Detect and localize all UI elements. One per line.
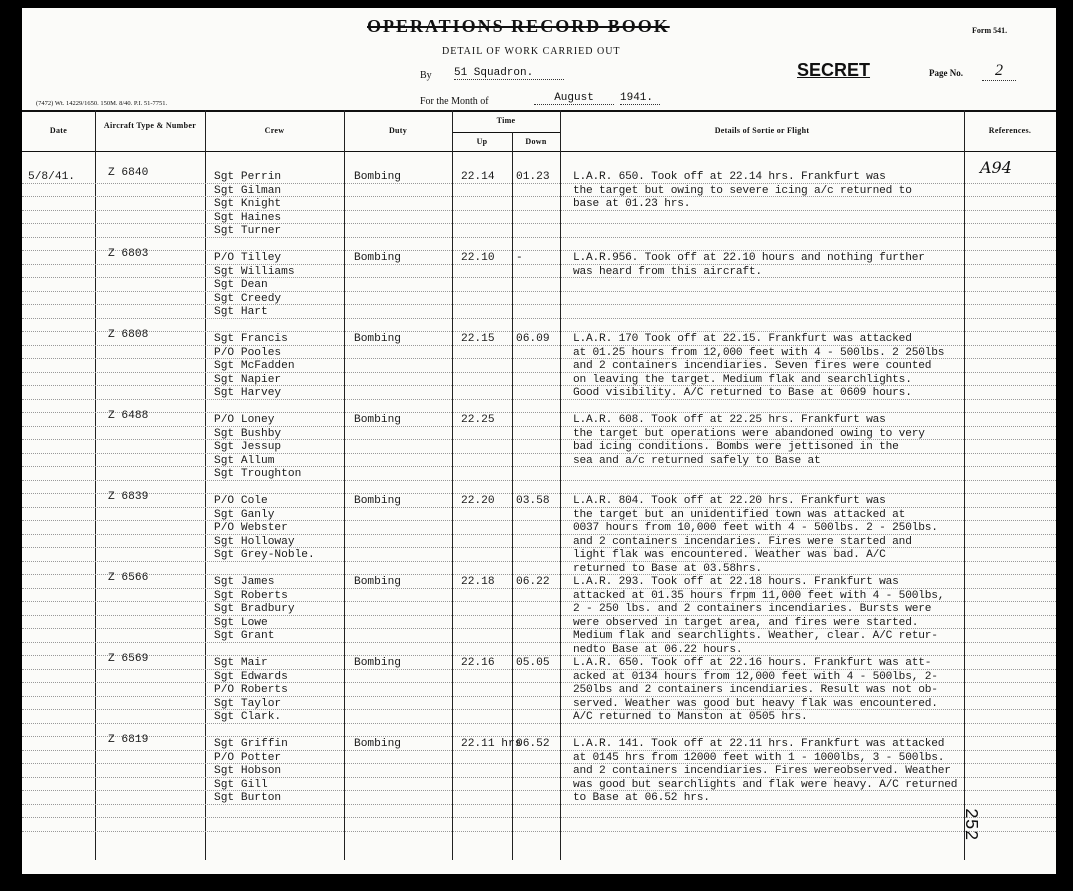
table-header-rule: [22, 151, 1056, 152]
ruling-line: [22, 291, 1056, 292]
crew-member: Sgt Jessup: [214, 441, 282, 453]
ruling-line: [22, 318, 1056, 319]
time-up: 22.14: [461, 171, 495, 183]
detail-line: base at 01.23 hrs.: [573, 198, 691, 210]
detail-line: L.A.R. 170 Took off at 22.15. Frankfurt was attacked: [573, 333, 912, 345]
document-subtitle: DETAIL OF WORK CARRIED OUT: [442, 46, 621, 57]
detail-line: L.A.R. 804. Took off at 22.20 hrs. Frankfurt was: [573, 495, 886, 507]
time-up: 22.10: [461, 252, 495, 264]
crew-member: Sgt Clark.: [214, 711, 282, 723]
crew-member: Sgt Edwards: [214, 670, 288, 683]
margin-page-number: 252: [960, 808, 980, 841]
aircraft-number: Z 6840: [108, 167, 149, 179]
header-duty: Duty: [388, 126, 408, 135]
crew-member: Sgt Lowe: [214, 616, 268, 629]
time-down: 05.05: [516, 657, 550, 669]
crew-member: Sgt Napier: [214, 373, 282, 386]
form-number: Form 541.: [972, 26, 1008, 35]
ruling-line: [22, 453, 1056, 454]
crew-member: Sgt Ganly: [214, 508, 275, 521]
aircraft-number: Z 6488: [108, 410, 149, 422]
aircraft-number: Z 6803: [108, 248, 149, 260]
crew-member: Sgt Allum: [214, 454, 275, 467]
aircraft-number: Z 6566: [108, 572, 149, 584]
crew-member: Sgt Troughton: [214, 468, 302, 480]
ruling-line: [22, 736, 1056, 737]
crew-member: Sgt Burton: [214, 792, 282, 804]
sortie-duty: Bombing: [354, 738, 401, 750]
ruling-line: [22, 655, 1056, 656]
time-up: 22.20: [461, 495, 495, 507]
detail-line: L.A.R. 608. Took off at 22.25 hrs. Frankfurt was: [573, 414, 886, 426]
table-top-rule: [22, 110, 1056, 112]
detail-line: nedto Base at 06.22 hours.: [573, 643, 743, 656]
crew-member: Sgt Taylor: [214, 697, 282, 710]
detail-line: served. Weather was good but heavy flak was encountered.: [573, 697, 938, 710]
month-value: August: [534, 92, 614, 105]
header-references: References.: [988, 126, 1032, 135]
detail-line: and 2 containers incendaries. Fires were started and: [573, 535, 912, 548]
ruling-line: [22, 237, 1056, 238]
detail-line: the target but operations were abandoned owing to very: [573, 427, 925, 440]
aircraft-number: Z 6839: [108, 491, 149, 503]
ruling-line: [22, 723, 1056, 724]
ruling-line: [22, 277, 1056, 278]
crew-member: P/O Cole: [214, 495, 268, 507]
crew-member: Sgt Gilman: [214, 184, 282, 197]
time-down: -: [516, 252, 523, 264]
detail-line: were observed in target area, and fires were started.: [573, 616, 919, 629]
crew-member: Sgt Bradbury: [214, 603, 295, 615]
crew-member: Sgt Holloway: [214, 535, 295, 548]
crew-member: Sgt Creedy: [214, 292, 282, 305]
header-up: Up: [476, 137, 488, 146]
detail-line: 0037 hours from 10,000 feet with 4 - 500lbs. 2 - 250lbs.: [573, 522, 938, 534]
detail-line: L.A.R. 293. Took off at 22.18 hours. Frankfurt was: [573, 576, 899, 588]
crew-member: Sgt Haines: [214, 211, 282, 224]
crew-member: Sgt Dean: [214, 279, 268, 291]
secret-stamp: SECRET: [797, 60, 871, 80]
detail-line: to Base at 06.52 hrs.: [573, 792, 710, 804]
detail-line: on leaving the target. Medium flak and searchlights.: [573, 373, 912, 386]
sortie-duty: Bombing: [354, 171, 401, 183]
crew-member: Sgt Williams: [214, 265, 295, 278]
detail-line: A/C returned to Manston at 0505 hrs.: [573, 711, 808, 723]
header-time: Time: [496, 116, 516, 125]
detail-line: L.A.R. 141. Took off at 22.11 hrs. Frankfurt was attacked: [573, 738, 945, 750]
ruling-line: [22, 331, 1056, 332]
time-down: 01.23: [516, 171, 550, 183]
crew-member: P/O Tilley: [214, 252, 282, 264]
reference-mark: A94: [980, 158, 1012, 177]
time-up: 22.25: [461, 414, 495, 426]
ruling-line: [22, 831, 1056, 832]
squadron-value: 51 Squadron.: [454, 67, 564, 80]
crew-member: P/O Roberts: [214, 684, 288, 696]
time-down: 06.52: [516, 738, 550, 750]
sortie-date: 5/8/41.: [28, 171, 75, 183]
crew-member: Sgt Mair: [214, 657, 268, 669]
detail-line: the target but an unidentified town was attacked at: [573, 508, 906, 521]
aircraft-number: Z 6808: [108, 329, 149, 341]
detail-line: the target but owing to severe icing a/c returned to: [573, 184, 912, 197]
ruling-line: [22, 223, 1056, 224]
header-details: Details of Sortie or Flight: [714, 126, 810, 135]
time-down: 03.58: [516, 495, 550, 507]
by-label: By: [420, 70, 432, 81]
ruling-line: [22, 304, 1056, 305]
crew-member: Sgt McFadden: [214, 360, 295, 372]
ruling-line: [22, 574, 1056, 575]
crew-member: Sgt Knight: [214, 198, 282, 210]
aircraft-number: Z 6569: [108, 653, 149, 665]
ruling-line: [22, 480, 1056, 481]
header-date: Date: [49, 126, 68, 135]
detail-line: and 2 containers incendiaries. Fires wereobserved. Weather: [573, 765, 951, 777]
ruling-line: [22, 561, 1056, 562]
header-crew: Crew: [264, 126, 285, 135]
header-aircraft: Aircraft Type & Number: [103, 121, 197, 130]
crew-member: Sgt Francis: [214, 333, 288, 345]
crew-member: Sgt Hart: [214, 306, 268, 318]
sortie-duty: Bombing: [354, 576, 401, 588]
detail-line: light flak was encountered. Weather was bad. A/C: [573, 549, 886, 561]
page-number-label: Page No.: [929, 68, 963, 78]
detail-line: returned to Base at 03.58hrs.: [573, 562, 762, 575]
detail-line: L.A.R. 650. Took off at 22.16 hours. Frankfurt was att-: [573, 657, 932, 669]
ruling-line: [22, 412, 1056, 413]
header-down: Down: [525, 137, 547, 146]
time-up: 22.11 hrs: [461, 738, 522, 750]
ruling-line: [22, 466, 1056, 467]
detail-line: sea and a/c returned safely to Base at: [573, 454, 821, 467]
ruling-line: [22, 210, 1056, 211]
crew-member: P/O Pooles: [214, 346, 282, 359]
ruling-line: [22, 250, 1056, 251]
detail-line: at 0145 hrs from 12000 feet with 1 - 1000lbs, 3 - 500lbs.: [573, 751, 945, 764]
detail-line: 2 - 250 lbs. and 2 containers incendiaries. Bursts were: [573, 603, 932, 615]
sortie-duty: Bombing: [354, 495, 401, 507]
detail-line: Good visibility. A/C returned to Base at 0609 hours.: [573, 387, 912, 399]
detail-line: at 01.25 hours from 12,000 feet with 4 - 500lbs. 2 250lbs: [573, 346, 945, 359]
time-up: 22.18: [461, 576, 495, 588]
printer-line: (7472) Wt. 14229/1650. 150M. 8/40. P.I. 51-7751.: [36, 100, 168, 107]
col-rule-up: [512, 132, 513, 860]
month-label: For the Month of: [420, 96, 489, 107]
aircraft-number: Z 6819: [108, 734, 149, 746]
detail-line: was heard from this aircraft.: [573, 265, 762, 278]
detail-line: was good but searchlights and flak were heavy. A/C returned: [573, 778, 958, 791]
ruling-line: [22, 817, 1056, 818]
detail-line: L.A.R. 650. Took off at 22.14 hrs. Frankfurt was: [573, 171, 886, 183]
sortie-duty: Bombing: [354, 414, 401, 426]
crew-member: Sgt Bushby: [214, 427, 282, 440]
detail-line: and 2 containers incendiaries. Seven fires were counted: [573, 360, 932, 372]
sortie-duty: Bombing: [354, 252, 401, 264]
page-number-value: 2: [982, 62, 1016, 81]
ruling-line: [22, 426, 1056, 427]
crew-member: Sgt Perrin: [214, 171, 282, 183]
time-down: 06.09: [516, 333, 550, 345]
crew-member: Sgt Hobson: [214, 765, 282, 777]
detail-line: L.A.R.956. Took off at 22.10 hours and nothing further: [573, 252, 925, 264]
crew-member: Sgt James: [214, 576, 275, 588]
crew-member: P/O Potter: [214, 751, 282, 764]
crew-member: Sgt Harvey: [214, 387, 282, 399]
detail-line: bad icing conditions. Bombs were jettisoned in the: [573, 441, 899, 453]
crew-member: P/O Loney: [214, 414, 275, 426]
ruling-line: [22, 493, 1056, 494]
detail-line: acked at 0134 hours from 12,000 feet with 4 - 500lbs, 2-: [573, 670, 938, 683]
ruling-line: [22, 804, 1056, 805]
detail-line: 250lbs and 2 containers incendiaries. Result was not ob-: [573, 684, 938, 696]
crew-member: Sgt Griffin: [214, 738, 288, 750]
crew-member: Sgt Gill: [214, 778, 268, 791]
sortie-duty: Bombing: [354, 657, 401, 669]
time-subheader-rule: [452, 132, 560, 133]
record-page: [22, 8, 1056, 874]
time-down: 06.22: [516, 576, 550, 588]
crew-member: Sgt Grey-Noble.: [214, 549, 315, 561]
crew-member: Sgt Turner: [214, 225, 282, 237]
crew-member: P/O Webster: [214, 522, 288, 534]
time-up: 22.15: [461, 333, 495, 345]
year-value: 1941.: [620, 92, 660, 105]
detail-line: attacked at 01.35 hours frpm 11,000 feet with 4 - 500lbs,: [573, 589, 945, 602]
crew-member: Sgt Roberts: [214, 589, 288, 602]
document-title: OPERATIONS RECORD BOOK: [367, 16, 670, 36]
sortie-duty: Bombing: [354, 333, 401, 345]
detail-line: Medium flak and searchlights. Weather, clear. A/C retur-: [573, 630, 938, 642]
time-up: 22.16: [461, 657, 495, 669]
crew-member: Sgt Grant: [214, 630, 275, 642]
